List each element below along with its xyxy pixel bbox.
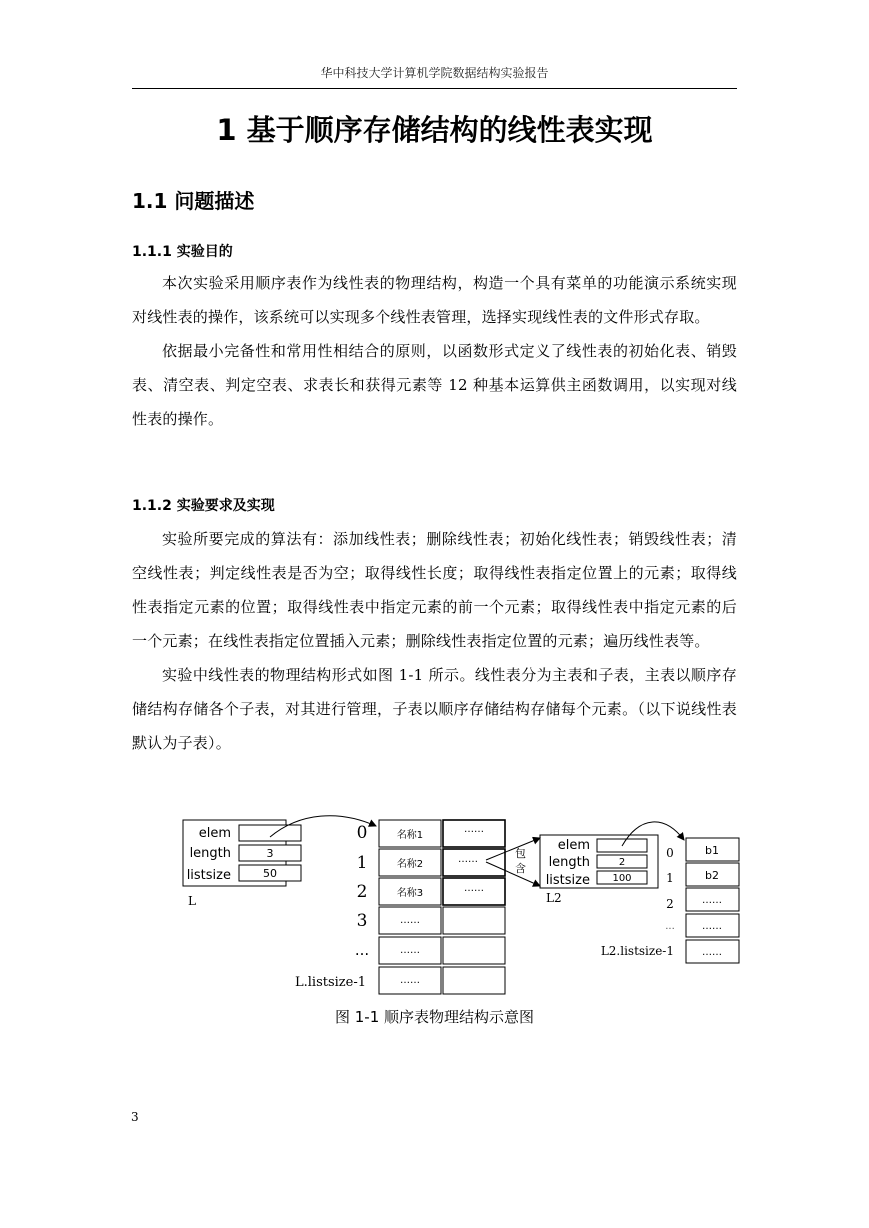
sub-cell-value: ……	[702, 895, 722, 906]
main-ptr-cell	[443, 937, 505, 964]
main-name-value: 名称3	[396, 888, 424, 899]
sub-length-value: 2	[618, 857, 626, 868]
contain-label: 包	[515, 847, 526, 860]
main-field-label: length	[189, 846, 231, 861]
sub-cell-value: b1	[705, 844, 719, 857]
main-field-label: elem	[198, 826, 231, 841]
main-name-value: 名称2	[396, 859, 424, 870]
main-ptr-value: ……	[464, 883, 484, 894]
sub-cell-value: ……	[702, 947, 722, 958]
sub-index: ...	[665, 921, 675, 932]
main-name-value: 名称1	[396, 830, 424, 841]
subsection-title-requirements: 1.1.2 实验要求及实现	[132, 498, 275, 514]
sub-field-label: listsize	[545, 873, 590, 888]
sub-index: 2	[666, 897, 674, 911]
page-number: 3	[131, 1110, 139, 1124]
main-ptr-value: ……	[464, 824, 484, 835]
sub-field-label: elem	[557, 838, 590, 853]
main-name-value: ……	[400, 945, 420, 956]
main-name-value: ……	[400, 975, 420, 986]
figure-caption: 图 1-1 顺序表物理结构示意图	[334, 1008, 535, 1026]
sub-listsize-value: 100	[612, 873, 632, 884]
main-ptr-cell	[443, 907, 505, 934]
main-field-label: listsize	[186, 868, 231, 883]
main-index: 2	[356, 882, 368, 902]
main-index: L.listsize-1	[294, 975, 366, 990]
paragraph: 实验所要完成的算法有：添加线性表；删除线性表；初始化线性表；销毁线性表；清空线性表；判定线性表是否为空；取得线性长度；取得线性表指定位置上的元素；取得线性表指定元素的位置；取得线性表中指定元素的前一个元素；取得线性表中指定元素的后一个元素；在线性表指定位置插入元素；删除线性表指定位置的元素；遍历线性表等。	[132, 530, 737, 650]
page-header: 华中科技大学计算机学院数据结构实验报告	[320, 66, 549, 80]
sub-index: L2.listsize-1	[600, 944, 674, 958]
main-struct-name: L	[188, 894, 196, 908]
sub-struct-name: L2	[546, 891, 562, 905]
main-index: ...	[354, 941, 370, 959]
section-title: 1.1 问题描述	[132, 189, 255, 213]
main-listsize-value: 50	[263, 867, 277, 880]
contain-label: 含	[515, 862, 526, 875]
sub-cell-value: ……	[702, 921, 722, 932]
paragraph: 依据最小完备性和常用性相结合的原则，以函数形式定义了线性表的初始化表、销毁表、清空表、判定空表、求表长和获得元素等 12 种基本运算供主函数调用，以实现对线性表的操作。	[132, 342, 737, 428]
subsection-title-purpose: 1.1.1 实验目的	[132, 244, 233, 260]
main-name-value: ……	[400, 915, 420, 926]
main-elem-cell	[239, 825, 301, 841]
main-length-value: 3	[266, 847, 274, 860]
paragraph: 本次实验采用顺序表作为线性表的物理结构，构造一个具有菜单的功能演示系统实现对线性表的操作，该系统可以实现多个线性表管理，选择实现线性表的文件形式存取。	[132, 274, 737, 326]
paragraph: 实验中线性表的物理结构形式如图 1-1 所示。线性表分为主表和子表，主表以顺序存储结构存储各个子表，对其进行管理，子表以顺序存储结构存储每个元素。（以下说线性表默认为子表）。	[132, 666, 737, 752]
main-index: 3	[356, 911, 368, 931]
main-index: 1	[356, 853, 368, 873]
chapter-title: 1 基于顺序存储结构的线性表实现	[216, 113, 653, 147]
sub-index: 0	[666, 846, 674, 860]
sub-field-label: length	[548, 855, 590, 870]
sub-cell-value: b2	[705, 869, 719, 882]
main-ptr-cell	[443, 967, 505, 994]
main-index: 0	[356, 823, 368, 843]
sub-index: 1	[666, 871, 674, 885]
main-ptr-value: ……	[458, 854, 478, 865]
